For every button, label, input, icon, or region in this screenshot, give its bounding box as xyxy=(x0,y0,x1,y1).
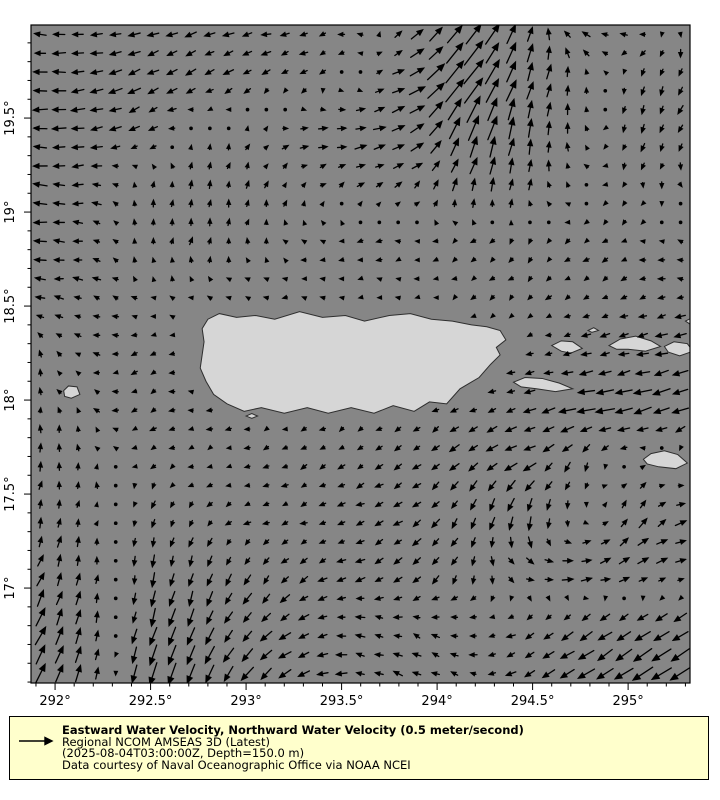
legend-title: Eastward Water Velocity, Northward Water Velocity (0.5 meter/second) xyxy=(62,723,524,737)
legend-dataset: Regional NCOM AMSEAS 3D (Latest) xyxy=(62,734,271,749)
legend-arrow-wrap xyxy=(10,717,62,750)
y-tick-label: 17° xyxy=(3,576,18,600)
x-tick-label: 294.5° xyxy=(510,694,555,709)
x-tick-label: 293.5° xyxy=(319,694,364,709)
y-tick-label: 19.5° xyxy=(3,100,18,136)
y-tick-label: 18.5° xyxy=(3,288,18,324)
legend-courtesy: Data courtesy of Naval Oceanographic Office via NOAA NCEI xyxy=(62,757,411,772)
y-tick-label: 19° xyxy=(3,200,18,224)
legend-box xyxy=(9,716,709,780)
x-tick-label: 294° xyxy=(421,694,453,709)
x-tick-label: 292° xyxy=(39,694,71,709)
legend-text xyxy=(62,717,524,771)
reference-arrow-icon xyxy=(18,736,54,746)
x-tick-label: 292.5° xyxy=(128,694,173,709)
x-tick-label: 295° xyxy=(612,694,644,709)
y-tick-label: 17.5° xyxy=(3,476,18,512)
legend-time-depth: (2025-08-04T03:00:00Z, Depth=150.0 m) xyxy=(62,746,305,761)
x-tick-label: 293° xyxy=(230,694,262,709)
y-tick-label: 18° xyxy=(3,388,18,412)
